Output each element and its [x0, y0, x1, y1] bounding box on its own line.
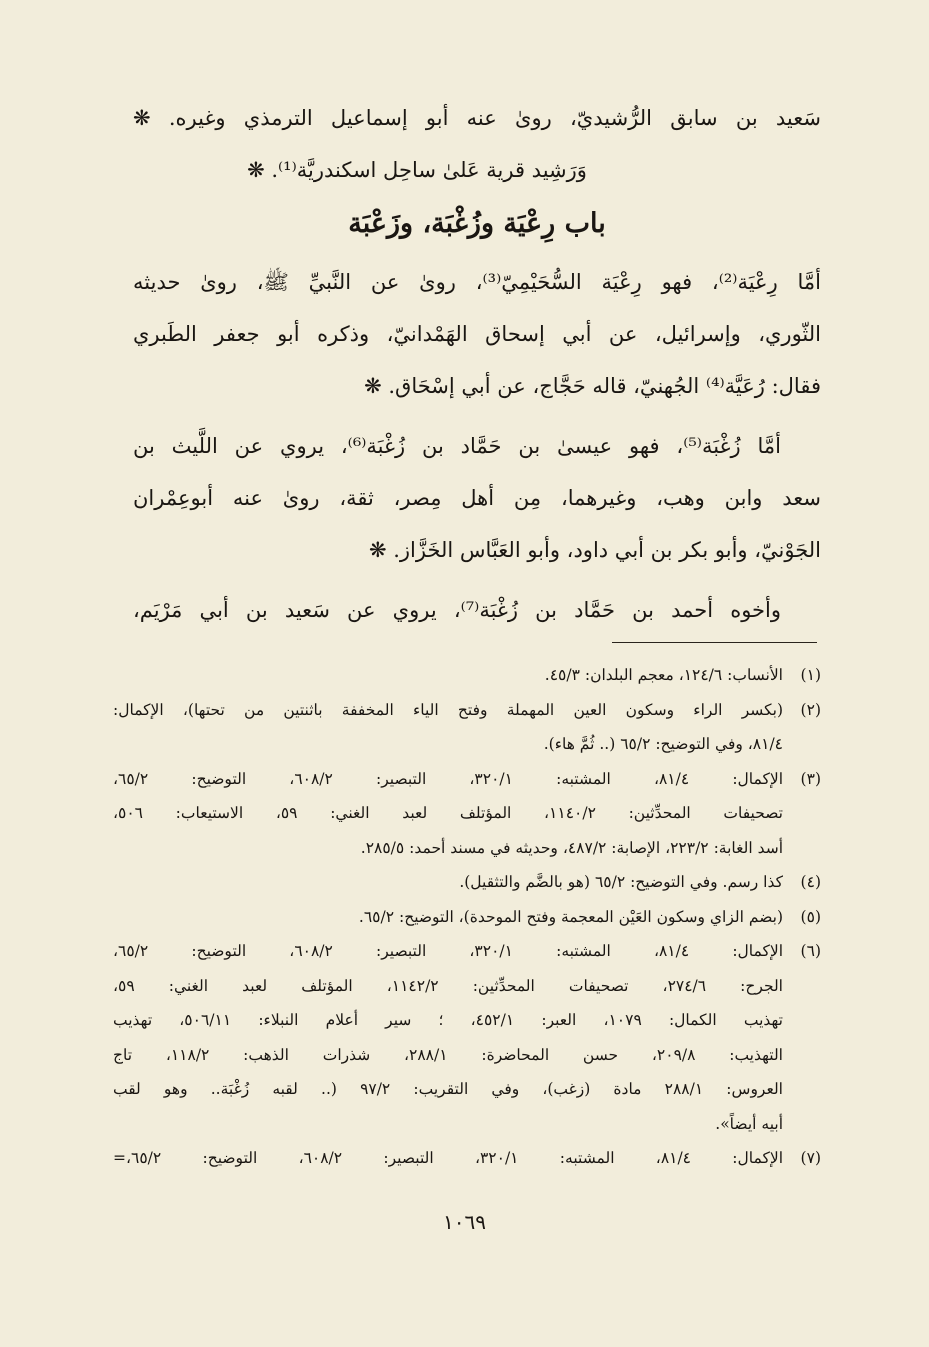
- text-line: وَرَشِيد قرية عَلىٰ ساحِل اسكندريَّة⁽¹⁾. ❋: [247, 158, 587, 182]
- footnote: [113, 865, 821, 900]
- text-line: فقال: رُعَيَّة⁽⁴⁾ الجُهنيّ، قاله حَجَّاج، عن أبي إسْحَاق. ❋: [364, 374, 821, 398]
- footnote-separator: [612, 642, 817, 643]
- section-heading: باب رِعْيَة وزُغْبَة، وزَعْبَة: [348, 208, 606, 239]
- footnote-line: كذا رسم. وفي التوضيح: ٦٥/٢ (هو بالضَّم والتثقيل).: [459, 873, 783, 891]
- footnote: [113, 762, 821, 866]
- text-line: أمَّا زُغْبَة⁽⁵⁾، فهو عيسىٰ بن حَمَّاد بن زُغْبَة⁽⁶⁾، يروي عن اللَّيث بن: [133, 434, 781, 458]
- text-line: سَعيد بن سابق الرُّشيديّ، روىٰ عنه أبو إسماعيل الترمذي وغيره. ❋: [133, 106, 821, 130]
- footnote: [113, 900, 821, 935]
- footnote: [113, 934, 821, 1141]
- footnote-line: الجرح: ٢٧٤/٦، تصحيفات المحدِّثين: ١١٤٢/٢، المؤتلف لعبد الغني: ٥٩،: [113, 976, 783, 995]
- footnote-line: أسد الغابة: ٢٢٣/٢، الإصابة: ٤٨٧/٢، وحديثه في مسند أحمد: ٢٨٥/٥.: [360, 838, 783, 857]
- footnote-number: (٦): [800, 942, 821, 960]
- footnote-line: الإكمال: ٨١/٤، المشتبه: ٣٢٠/١، التبصير: ٦٠٨/٢، التوضيح: ٦٥/٢،: [113, 942, 784, 960]
- text-line: وأخوه أحمد بن حَمَّاد بن زُغْبَة⁽⁷⁾، يروي عن سَعيد بن أبي مَرْيَم،: [133, 598, 781, 622]
- footnote-line: ٨١/٤، وفي التوضيح: ٦٥/٢ (.. ثُمَّ هاء).: [543, 735, 783, 753]
- text-line: سعد وابن وهب، وغيرهما، مِن أهل مِصر، ثقة، روىٰ عنه أبوعِمْران: [133, 486, 821, 510]
- footnote-number: (٧): [800, 1149, 821, 1167]
- main-text: [133, 92, 821, 636]
- text-line: الجَوْنيّ، وأبو بكر بن أبي داود، وأبو العَبَّاس الخَزَّاز. ❋: [368, 538, 821, 562]
- text-line: أمَّا رِعْيَة⁽²⁾، فهو رِعْيَة السُّحَيْمِيّ⁽³⁾، روىٰ عن النَّبيِّ ﷺ، روىٰ حديثه: [133, 270, 821, 294]
- footnote-line: تصحيفات المحدِّثين: ١١٤٠/٢، المؤتلف لعبد الغني: ٥٩، الاستيعاب: ٥٠٦،: [113, 804, 783, 822]
- footnote-number: (٥): [800, 907, 821, 926]
- footnote-line: الإكمال: ٨١/٤، المشتبه: ٣٢٠/١، التبصير: ٦٠٨/٢، التوضيح: ٦٥/٢،=: [113, 1149, 784, 1167]
- footnote: [113, 658, 821, 693]
- footnote: [113, 1141, 821, 1176]
- footnote-line: أبيه أيضاً».: [715, 1114, 783, 1133]
- footnote-line: تهذيب الكمال: ١٠٧٩، العبر: ٤٥٢/١، ؛ سير أعلام النبلاء: ٥٠٦/١١، تهذيب: [113, 1011, 783, 1029]
- footnotes: [113, 658, 821, 1176]
- footnote-line: الإكمال: ٨١/٤، المشتبه: ٣٢٠/١، التبصير: ٦٠٨/٢، التوضيح: ٦٥/٢،: [113, 769, 784, 788]
- footnote-line: (بضم الزاي وسكون العَيْن المعجمة وفتح الموحدة)، التوضيح: ٦٥/٢.: [358, 907, 783, 926]
- footnote-number: (٣): [800, 769, 821, 788]
- footnote-line: (بكسر الراء وسكون العين المهملة وفتح الياء المخففة باثنتين من تحتها)، الإكمال:: [113, 700, 783, 719]
- footnote-number: (٢): [800, 700, 821, 719]
- text-line: الثّوري، وإسرائيل، عن أبي إسحاق الهَمْدانيّ، وذكره أبو جعفر الطَبري: [133, 322, 821, 346]
- page-number: ١٠٦٩: [443, 1210, 486, 1234]
- footnote-line: الأنساب: ١٢٤/٦، معجم البلدان: ٤٥/٣.: [544, 666, 783, 684]
- footnote-number: (٤): [800, 873, 821, 891]
- footnote-line: التهذيب: ٢٠٩/٨، حسن المحاضرة: ٢٨٨/١، شذرات الذهب: ١١٨/٢، تاج: [113, 1045, 783, 1064]
- footnote-number: (١): [800, 666, 821, 684]
- footnote: [113, 693, 821, 762]
- footnote-line: العروس: ٢٨٨/١ مادة (زغب)، وفي التقريب: ٩٧/٢ (.. لقبه زُغْبَة.. وهو لقب: [113, 1080, 783, 1098]
